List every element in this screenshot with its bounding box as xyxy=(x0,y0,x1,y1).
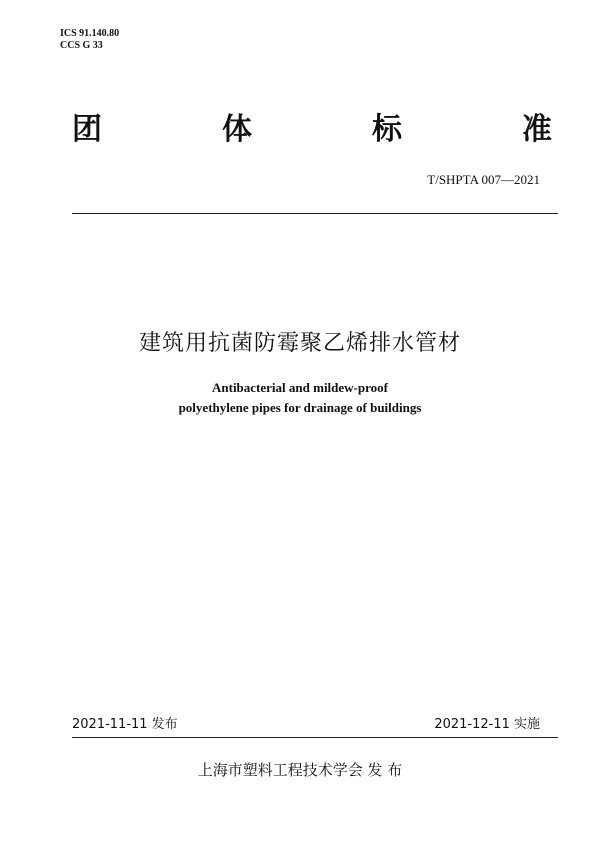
standard-type-char: 体 xyxy=(222,112,252,147)
ccs-code: CCS G 33 xyxy=(60,40,103,51)
ics-code: ICS 91.140.80 xyxy=(60,28,120,39)
bottom-divider xyxy=(72,737,558,738)
publisher-text: 上海市塑料工程技术学会 发 布 xyxy=(197,761,403,779)
standard-type-char: 标 xyxy=(372,112,402,147)
standard-type-char: 准 xyxy=(522,112,552,147)
top-divider xyxy=(72,213,558,214)
standard-type-char: 团 xyxy=(72,112,102,147)
title-english-line-2: polyethylene pipes for drainage of buildings xyxy=(178,400,422,415)
publisher-line xyxy=(0,760,600,779)
implementation-date: 2021-12-11 实施 xyxy=(434,717,540,732)
title-chinese: 建筑用抗菌防霉聚乙烯排水管材 xyxy=(138,331,461,356)
issue-date: 2021-11-11 发布 xyxy=(72,717,178,732)
standard-type-heading xyxy=(72,112,552,148)
document-number: T/SHPTA 007—2021 xyxy=(427,172,540,187)
title-english-line-1: Antibacterial and mildew-proof xyxy=(212,380,388,395)
